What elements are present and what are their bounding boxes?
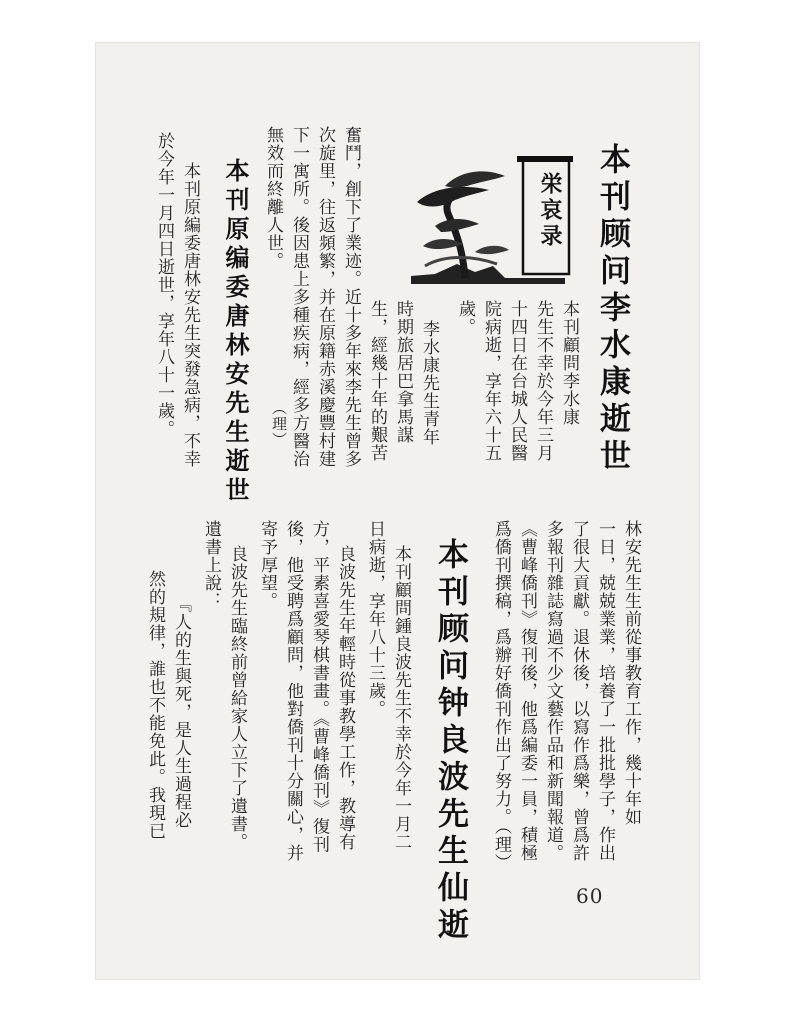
article3-headline: 本刊顾问钟良波先生仙逝	[432, 538, 468, 945]
article3-column: 寄予厚望。	[257, 520, 277, 610]
article3-column: 『人的生與死，是人生過程必	[171, 595, 191, 829]
article2-cont-column: 一日，兢兢業業，培養了一批批學子，作出	[595, 520, 615, 862]
article2-cont-column: 林安先生生前從事教育工作，幾十年如	[621, 520, 641, 826]
article3-column: 遺書上說：	[201, 520, 221, 610]
article1-column: 生，經幾十年的艱苦	[367, 300, 387, 462]
emblem	[405, 156, 575, 288]
article1-column: 先生不幸於今年三月	[533, 300, 553, 462]
article3-column: 日病逝，享年八十三歲。	[365, 520, 385, 718]
emblem-title: 栄哀录	[537, 172, 563, 250]
article1-signature: （理）	[270, 400, 288, 448]
article3-column: 後，他受聘爲顧問，他對僑刊十分關心，并	[283, 520, 303, 862]
article2-cont-column: 了很大貢獻。退休後，以寫作爲樂，曾爲許	[569, 520, 589, 862]
article2-cont-column: 《曹峰僑刊》復刊後，他爲編委一員，積極	[517, 520, 537, 862]
article1-column: 本刊顧問李水康	[559, 300, 579, 426]
article1-column: 李水康先生青年	[419, 320, 439, 446]
article2-column: 於今年一月四日逝世，享年八十一歲。	[154, 132, 174, 438]
article2-headline: 本刊原编委唐林安先生逝世	[221, 158, 249, 506]
article1-column: 十四日在台城人民醫	[507, 300, 527, 462]
page-number: 60	[576, 884, 604, 908]
article3-column: 良波先生年輕時從事教學工作，教導有	[335, 545, 355, 851]
article3-column: 方，平素喜愛琴棋書畫。《曹峰僑刊》復刊	[309, 520, 329, 854]
article2-cont-column: 爲僑刊撰稿，爲辦好僑刊作出了努力。（理）	[491, 520, 511, 872]
article1-column: 院病逝，享年六十五	[481, 300, 501, 462]
article3-column: 然的規律，誰也不能免此。我現已	[145, 570, 165, 840]
article1-column: 時期旅居巴拿馬謀	[393, 300, 413, 444]
article1-column: 下一寓所。後因患上多種疾病，經多方醫治	[289, 126, 309, 468]
article3-column: 本刊顧問鍾良波先生不幸於今年一月二	[391, 545, 411, 851]
article1-headline: 本刊顾问李水康逝世	[594, 143, 630, 476]
article2-cont-column: 多報刊雜誌寫過不少文藝作品和新聞報道。	[543, 520, 563, 862]
article1-column: 奮鬥，創下了業迹。近十多年來李先生曾多	[341, 126, 361, 468]
article1-column: 無效而終離人世。	[263, 126, 283, 270]
article1-column: 歲。	[455, 300, 475, 336]
article2-column: 本刊原編委唐林安先生突發急病，不幸	[180, 162, 200, 468]
article3-column: 良波先生臨終前曾給家人立下了遺書。	[227, 545, 247, 851]
article1-column: 次旋里，往返頻繁，并在原籍赤溪慶豐村建	[315, 126, 335, 468]
